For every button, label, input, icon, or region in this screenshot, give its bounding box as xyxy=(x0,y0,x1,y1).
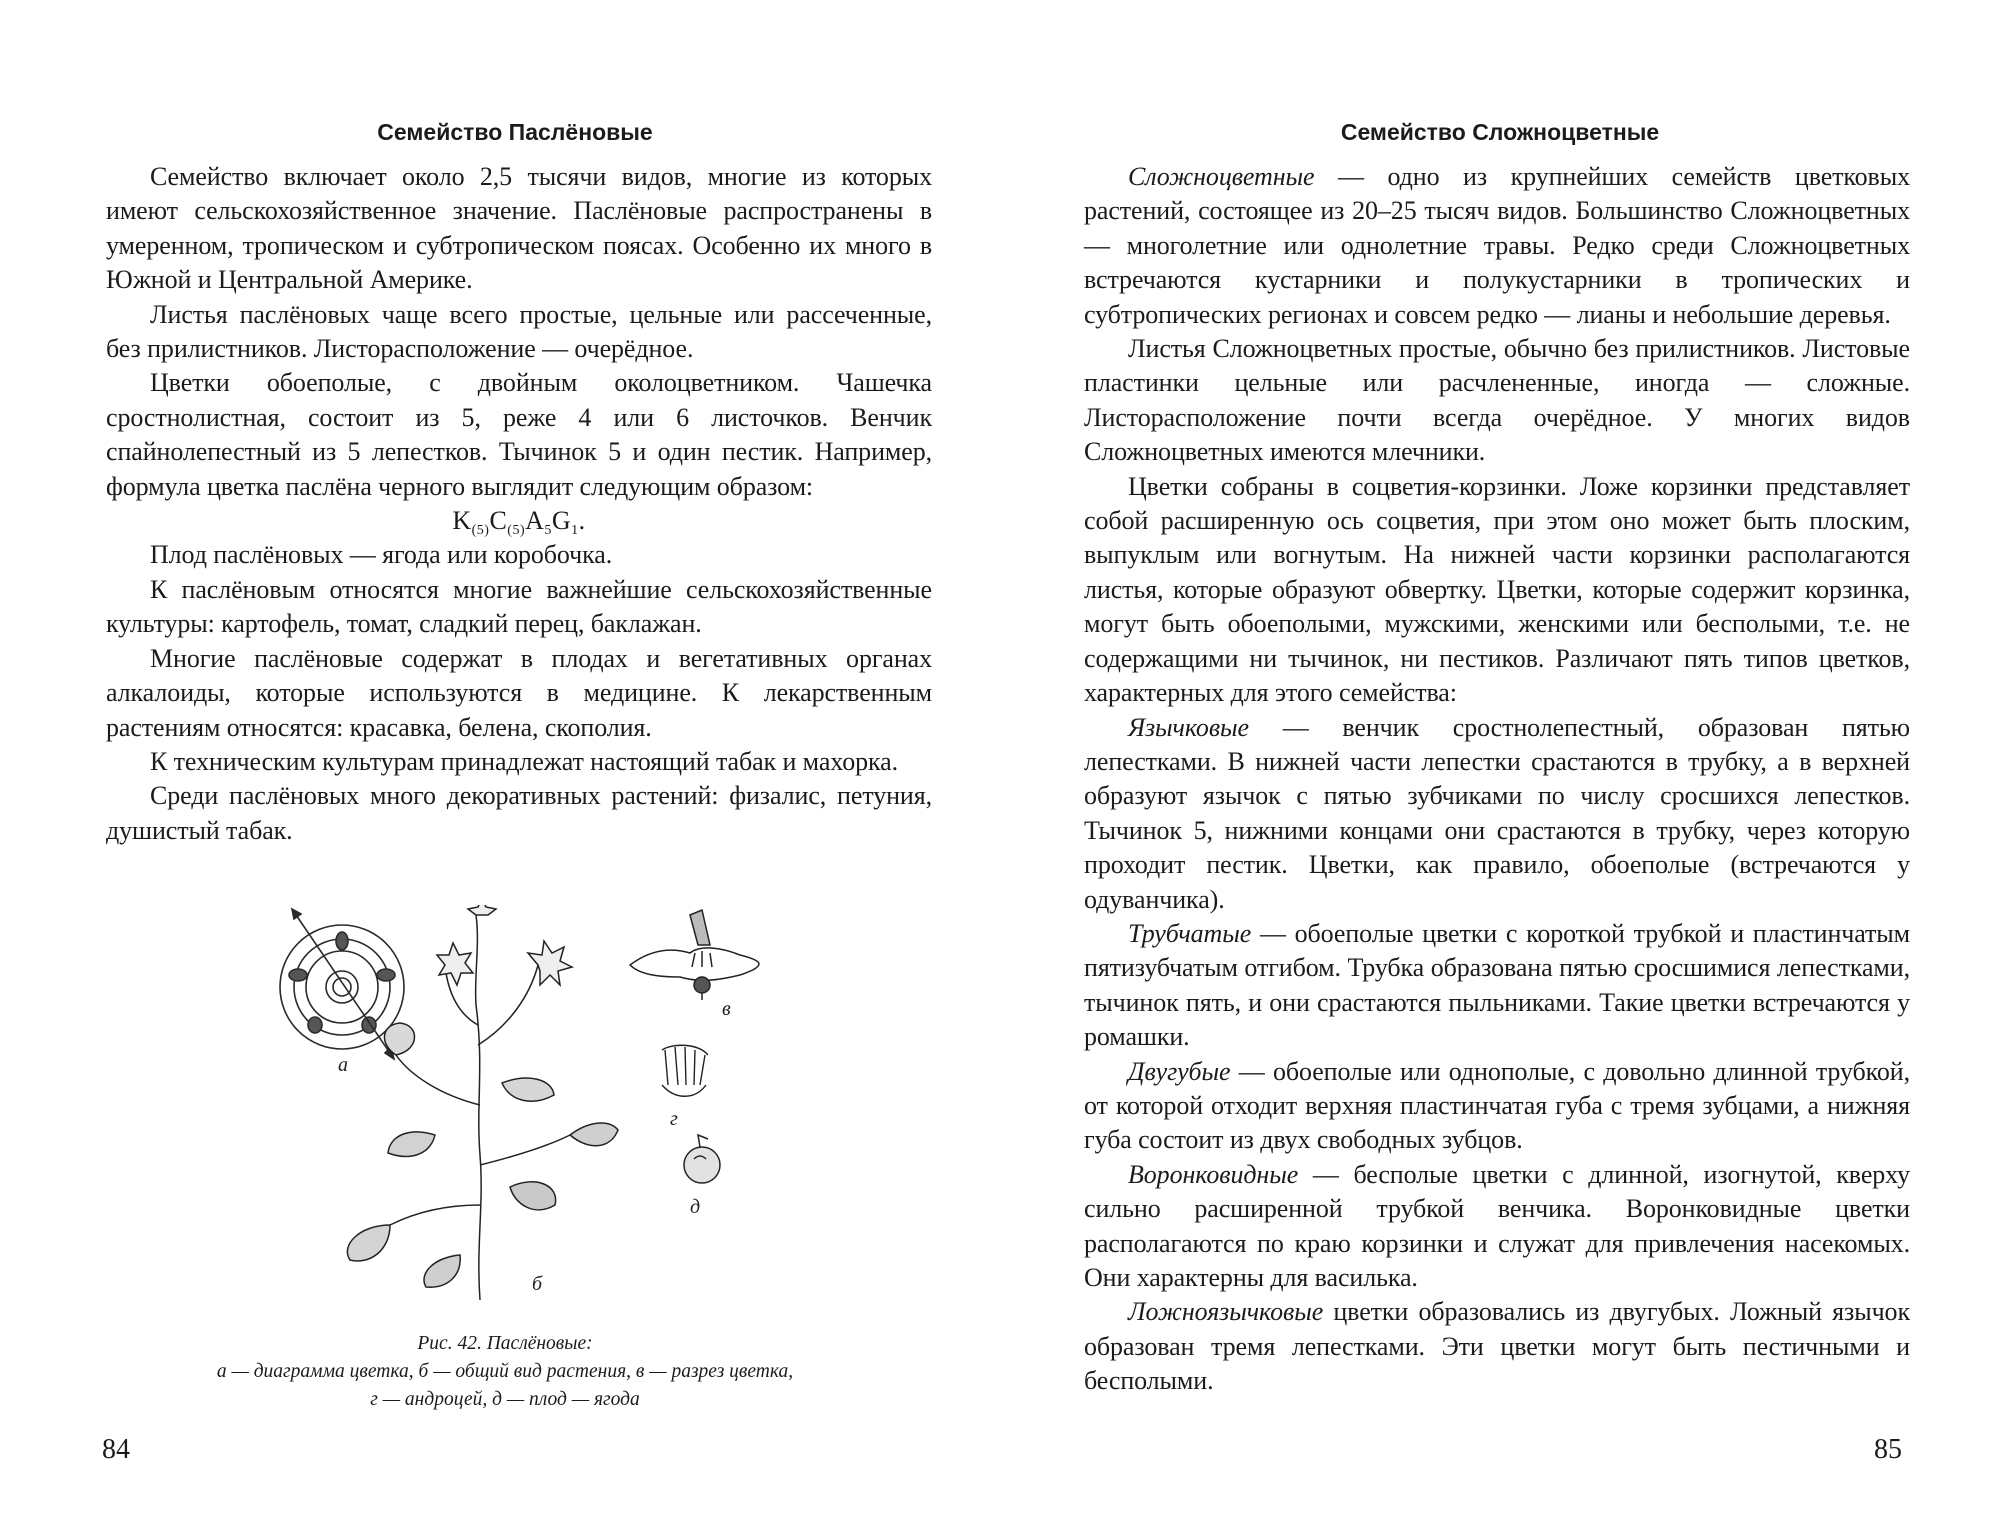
left-body-text xyxy=(106,160,932,848)
paragraph: Семейство включает около 2,5 тысячи видов, многие из которых имеют сельскохозяйственное значение. Паслёновые распространены в умеренном, тропическом и субтропическом поясах. Особенно их много в Южной и Центральной Америке. xyxy=(106,162,932,295)
caption-line: Рис. 42. Паслёновые: xyxy=(417,1333,593,1354)
right-page xyxy=(1000,0,2000,1529)
paragraph: Воронковидные — бесполые цветки с длинной, изогнутой, кверху сильно расширенной трубкой венчика. Воронковидные цветки располагаются по краю корзинки и служат для привлечения насекомых. Они характерны для василька. xyxy=(1084,1159,1910,1292)
paragraph: К техническим культурам принадлежат настоящий табак и махорка. xyxy=(150,746,898,776)
solanaceae-illustration xyxy=(270,905,790,1305)
paragraph: Плод паслёновых — ягода или коробочка. xyxy=(150,540,613,570)
fruit-berry xyxy=(684,1135,720,1183)
androecium xyxy=(662,1045,708,1096)
right-body-text xyxy=(1084,160,1910,1399)
paragraph: Многие паслёновые содержат в плодах и вегетативных органах алкалоиды, которые используются в медицине. К лекарственным растениям относятся: красавка, белена, скополия. xyxy=(106,643,932,742)
fig-label-b: б xyxy=(532,1273,543,1295)
fig-label-g: г xyxy=(670,1108,678,1130)
fig-label-d: д xyxy=(690,1196,701,1218)
page-title: Семейство Паслёновые xyxy=(377,119,653,145)
flower-section xyxy=(630,910,759,1000)
page-number: 85 xyxy=(1874,1434,1902,1465)
paragraph: Цветки обоеполые, с двойным околоцветником. Чашечка сростнолистная, состоит из 5, реже 4 или 6 листочков. Венчик спайнолепестный из 5 лепестков. Тычинок 5 и один пестик. Например, формула цветка паслёна черного выглядит следующим образом: xyxy=(106,368,932,501)
fig-label-a: а xyxy=(338,1054,348,1076)
potato-plant xyxy=(347,905,618,1300)
flower-formula: $K_{(5)}C_{(5)}A_5G_1$. xyxy=(452,506,586,539)
paragraph: Среди паслёновых много декоративных растений: физалис, петуния, душистый табак. xyxy=(106,781,932,845)
figure-caption xyxy=(150,1330,860,1414)
paragraph: Листья паслёновых чаще всего простые, цельные или рассеченные, без прилистников. Листорасположение — очерёдное. xyxy=(106,299,932,364)
paragraph: Цветки собраны в соцветия-корзинки. Ложе корзинки представляет собой расширенную ось соцветия, при этом оно может быть плоским, выпуклым или вогнутым. На нижней части корзинки располагаются листья, которые образуют обвертку. Цветки, которые содержит корзинка, могут быть обоеполыми, мужскими, женскими или бесполыми, т.е. не содержащими ни тычинок, ни пестиков. Различают пять типов цветков, характерных для этого семейства: xyxy=(1084,471,1910,708)
paragraph: Двугубые — обоеполые или однополые, с довольно длинной трубкой, от которой отходит верхняя пластинчатая губа с тремя зубцами, а нижняя губа состоит из двух свободных зубцов. xyxy=(1084,1056,1910,1155)
caption-line: а — диаграмма цветка, б — общий вид растения, в — разрез цветка, xyxy=(216,1361,794,1382)
paragraph: Трубчатые — обоеполые цветки с короткой трубкой и пластинчатым пятизубчатым отгибом. Трубка образована пятью сросшимися лепестками, тычинок пять, и они срастаются пыльниками. Такие цветки встречаются у ромашки. xyxy=(1084,918,1910,1052)
paragraph: К паслёновым относятся многие важнейшие сельскохозяйственные культуры: картофель, томат, сладкий перец, баклажан. xyxy=(106,574,932,639)
paragraph: Ложноязычковые цветки образовались из двугубых. Ложный язычок образован тремя лепестками. Эти цветки могут быть пестичными и бесполыми. xyxy=(1084,1297,1910,1396)
caption-line: г — андроцей, д — плод — ягода xyxy=(370,1389,640,1410)
fig-label-v: в xyxy=(722,998,731,1020)
paragraph: Язычковые — венчик сростнолепестный, образован пятью лепестками. В нижней части лепестки срастаются в трубку, а в верхней образуют язычок с пятью зубчиками по числу сросшихся лепестков. Тычинок 5, нижними концами они срастаются в трубку, через которую проходит пестик. Цветки, как правило, обоеполые (встречаются у одуванчика). xyxy=(1084,712,1910,914)
paragraph: Листья Сложноцветных простые, обычно без прилистников. Листовые пластинки цельные или расчлененные, иногда — сложные. Листорасположение почти всегда очерёдное. У многих видов Сложноцветных имеются млечники. xyxy=(1084,334,1910,467)
page-title: Семейство Сложноцветные xyxy=(1340,119,1660,145)
page-number: 84 xyxy=(102,1434,130,1465)
paragraph: Сложноцветные — одно из крупнейших семейств цветковых растений, состоящее из 20–25 тысяч видов. Большинство Сложноцветных — многолетние или однолетние травы. Редко среди Сложноцветных встречаются кустарники и полукустарники в тропических и субтропических регионах и совсем редко — лианы и небольшие деревья. xyxy=(1084,162,1910,329)
